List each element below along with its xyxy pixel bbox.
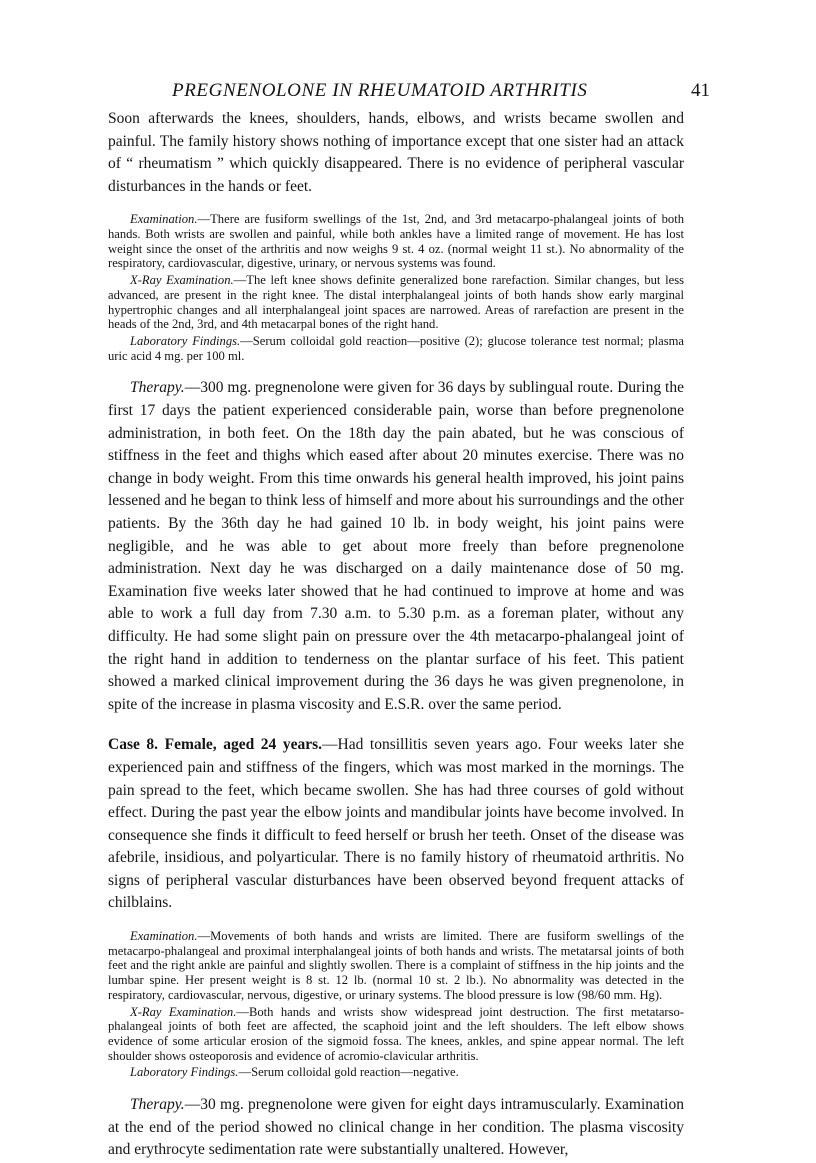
case7-xray-lead: X-Ray Examination.	[130, 273, 234, 288]
page-number: 41	[691, 80, 710, 101]
article-body	[108, 108, 684, 1162]
case8-xray	[108, 1005, 684, 1064]
case7-laboratory-text: —Serum colloidal gold reaction—positive (2); glucose tolerance test normal; plasma uric acid 4 mg. per 100 ml.	[108, 334, 684, 363]
case7-laboratory	[108, 334, 684, 363]
case7-examination	[108, 212, 684, 271]
case8-heading: Case 8. Female, aged 24 years.	[108, 736, 323, 754]
case8-xray-lead: X-Ray Examination.	[130, 1004, 237, 1019]
case8-laboratory	[108, 1065, 684, 1080]
case7-therapy-text: —300 mg. pregnenolone were given for 36 days by sublingual route. During the first 17 days the patient experienced considerable pain, worse than before pregnenolone administration, in both feet. On the 18th day the pain abated, but he was conscious of stiffness in the feet and thighs which eased after about 20 minutes exercise. There was no change in body weight. From this time onwards his general health improved, his joint pains lessened and he began to think less of himself and more about his surroundings and the other patients. By the 36th day he had gained 10 lb. in body weight, his joint pains were negligible, and he was able to get about more freely than before pregnenolone administration. Next day he was discharged on a daily maintenance dose of 50 mg. Examination five weeks later showed that he had continued to improve at home and was able to work a full day from 7.30 a.m. to 5.30 p.m. as a foreman plater, without any difficulty. He had some slight pain on pressure over the 4th metacarpo-phalangeal joint of the right hand in addition to tenderness on the plantar surface of his feet. This patient showed a marked clinical improvement during the 36 days he was given pregnenolone, in spite of the increase in plasma viscosity and E.S.R. over the same period.	[108, 379, 684, 713]
case8-history-text: —Had tonsillitis seven years ago. Four weeks later she experienced pain and stiffness of the fingers, which was most marked in the mornings. The pain spread to the feet, which became swollen. She has had three courses of gold without effect. During the past year the elbow joints and mandibular joints have become involved. In consequence she finds it difficult to feed herself or brush her teeth. Onset of the disease was afebrile, insidious, and polyarticular. There is no family history of rheumatoid arthritis. No signs of peripheral vascular disturbances have been observed beyond frequent attacks of chilblains.	[108, 736, 685, 912]
case7-xray-text: —The left knee shows definite generalized bone rarefaction. Similar changes, but less advanced, are present in the right knee. The distal interphalangeal joints of both hands show early marginal hypertrophic changes and all interphalangeal joint spaces are narrowed. Areas of rarefaction are present in the heads of the 2nd, 3rd, and 4th metacarpal bones of the right hand.	[108, 273, 684, 332]
case7-laboratory-lead: Laboratory Findings.	[130, 334, 241, 348]
case7-therapy-lead: Therapy.	[130, 379, 185, 397]
case8-therapy-lead: Therapy.	[130, 1096, 185, 1114]
case8-examination-text: —Movements of both hands and wrists are limited. There are fusiform swellings of the metacarpo-phalangeal and proximal interphalangeal joints of both hands and wrists. The metatarsal joints of both feet and the right ankle are painful and slightly swollen. There is a complaint of stiffness in the hip joints and the lumbar spine. Her present weight is 8 st. 12 lb. (normal 10 st. 2 lb.). No abnormality was detected in the respiratory, cardiovascular, nervous, digestive, or urinary systems. The blood pressure is low (98/60 mm. Hg).	[108, 929, 684, 1002]
case8-therapy	[108, 1094, 684, 1162]
case8-examination-lead: Examination.	[130, 929, 198, 944]
case7-examination-lead: Examination.	[130, 212, 198, 227]
case7-xray	[108, 273, 684, 332]
page-header	[108, 80, 710, 106]
running-title: PREGNENOLONE IN RHEUMATOID ARTHRITIS	[172, 80, 588, 101]
case8-laboratory-lead: Laboratory Findings.	[130, 1065, 239, 1080]
case8-examination	[108, 929, 684, 1003]
case7-therapy	[108, 377, 684, 716]
case7-examination-text: —There are fusiform swellings of the 1st, 2nd, and 3rd metacarpo-phalangeal joints of both hands. Both wrists are swollen and painful, while both ankles have a limited range of movement. He has lost weight since the onset of the arthritis and now weighs 9 st. 4 oz. (normal weight 11 st.). No abnormality of the respiratory, cardiovascular, digestive, urinary, or nervous systems was found.	[108, 212, 684, 271]
case8-laboratory-text: —Serum colloidal gold reaction—negative.	[238, 1065, 459, 1080]
intro-paragraph: Soon afterwards the knees, shoulders, hands, elbows, and wrists became swollen and painful. The family history shows nothing of importance except that one sister had an attack of “ rheumatism ” which quickly disappeared. There is no evidence of peripheral vascular disturbances in the hands or feet.	[108, 110, 684, 195]
case8-history	[108, 734, 684, 915]
case8-therapy-text: —30 mg. pregnenolone were given for eight days intramuscularly. Examination at the end of the period showed no clinical change in her condition. The plasma viscosity and erythrocyte sedimentation rate were substantially unaltered. However,	[108, 1096, 684, 1159]
case8-xray-text: —Both hands and wrists show widespread joint destruction. The first metatarso-phalangeal joints of both feet are affected, the scaphoid joint and the left shoulders. The left elbow shows evidence of some articular erosion of the sigmoid fossa. The knees, ankles, and spine appear normal. The left shoulder shows osteoporosis and evidence of acromio-clavicular arthritis.	[108, 1004, 684, 1063]
